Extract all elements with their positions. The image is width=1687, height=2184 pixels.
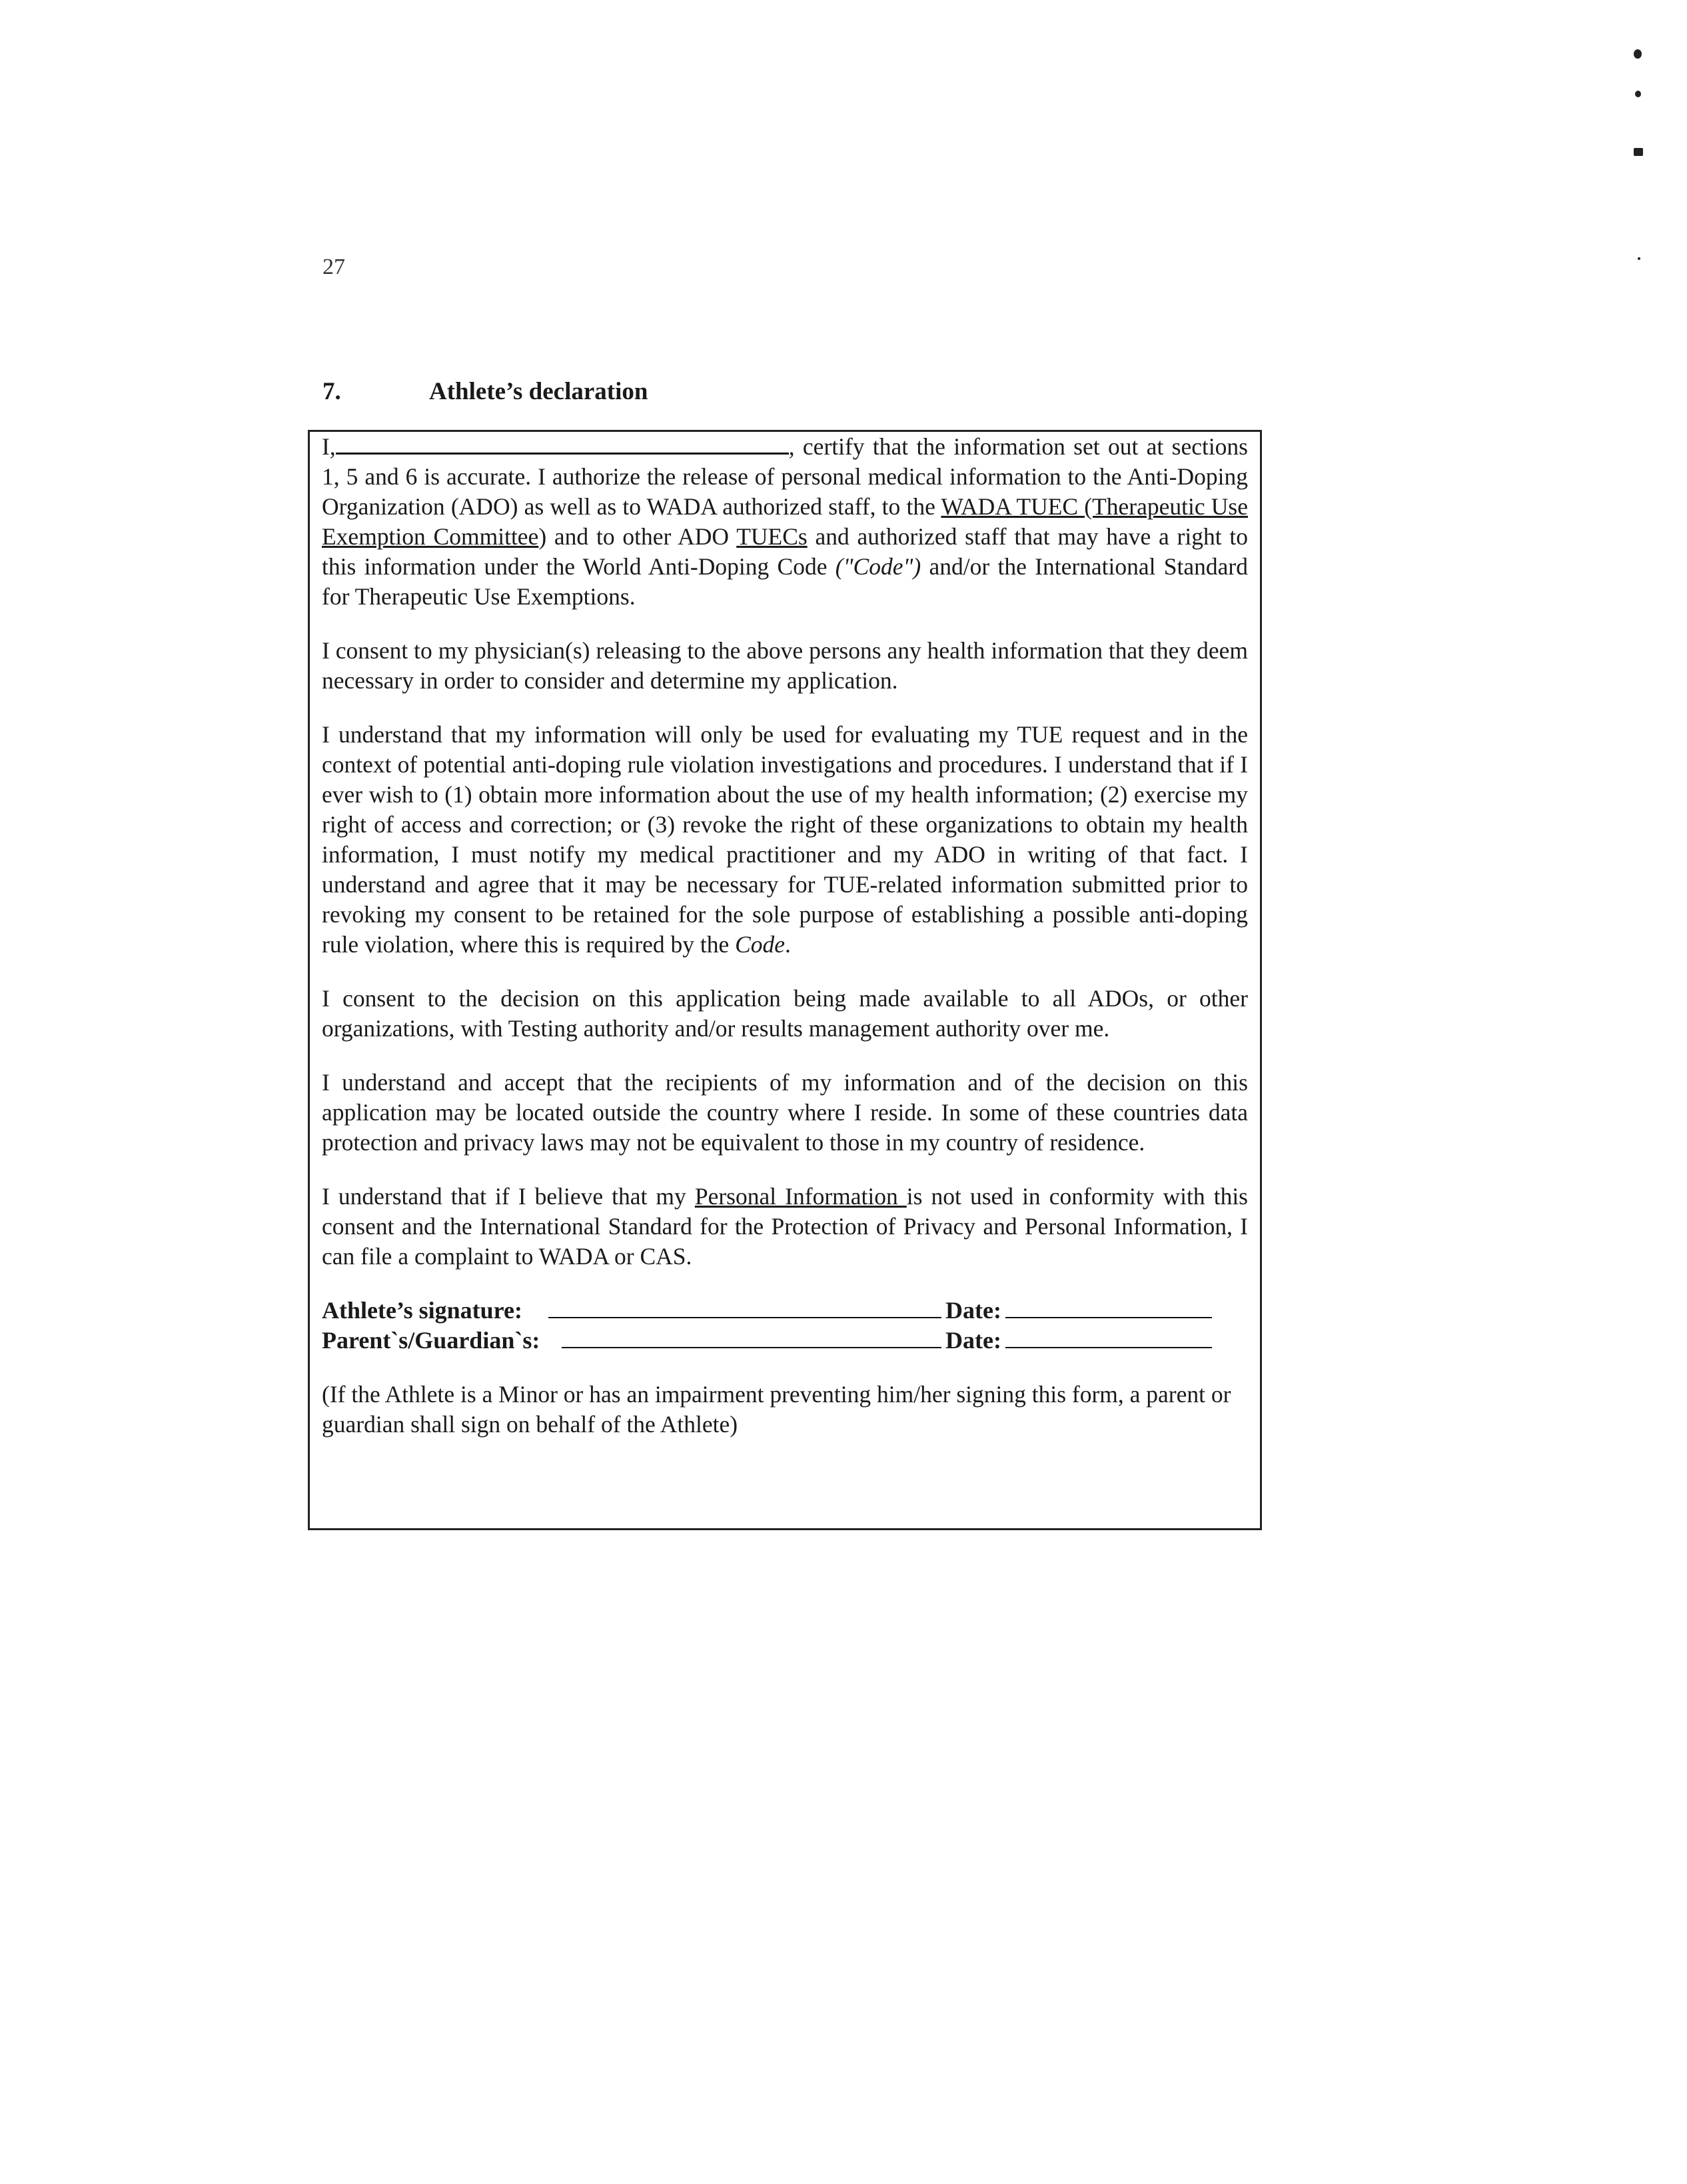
personal-information-term: Personal Information <box>694 1183 907 1210</box>
guardian-date-field[interactable] <box>1005 1327 1212 1348</box>
code-italic: Code <box>735 931 786 958</box>
athlete-signature-label: Athlete’s signature: <box>322 1297 522 1324</box>
scan-speck <box>1635 91 1641 97</box>
page-number: 27 <box>322 255 345 279</box>
section-title: Athlete’s declaration <box>429 378 648 405</box>
declaration-paragraph-1 <box>322 432 1248 612</box>
complaint-paragraph <box>322 1182 1248 1272</box>
declaration-text-a: , certify that the information set out at sections 1, 5 and 6 is accurate. I authorize the release of personal medical information to the Anti-Doping Organization (ADO) as well as to WADA authorized staff, to the <box>322 433 1248 520</box>
minor-note: (If the Athlete is a Minor or has an impairment preventing him/her signing this form, a parent or guardian shall sign on behalf of the Athlete) <box>322 1381 1231 1438</box>
information-use-text: I understand that my information will only be used for evaluating my TUE request and in the context of potential anti-doping rule violation investigations and procedures. I understand that if I ever wish to (1) obtain more information about the use of my health information; (2) exercise my right of access and correction; or (3) revoke the right of these organizations to obtain my health information, I must notify my medical practitioner and my ADO in writing of that fact. I understand and agree that it may be necessary for TUE-related information submitted prior to revoking my consent to be retained for the sole purpose of establishing a possible anti-doping rule violation, where this is required by the <box>322 721 1248 958</box>
information-use-paragraph <box>322 720 1248 960</box>
information-use-end: . <box>785 931 791 958</box>
scan-speck <box>1634 148 1643 156</box>
scan-speck <box>1634 49 1642 59</box>
complaint-text-a: I understand that if I believe that my <box>322 1183 695 1210</box>
guardian-signature-label: Parent`s/Guardian`s: <box>322 1327 540 1354</box>
athlete-date-label: Date: <box>945 1297 1001 1324</box>
declaration-text-d: and/or the International Standard for Therapeutic Use Exemptions. <box>322 553 1248 610</box>
athlete-name-field[interactable] <box>336 439 789 455</box>
wada-tuec-term: WADA TUEC (Therapeutic Use Exemption Committee <box>322 493 1249 550</box>
scan-speck <box>1638 257 1640 260</box>
tuecs-term: TUECs <box>736 523 808 550</box>
guardian-date-label: Date: <box>945 1327 1001 1354</box>
recipients-location-paragraph: I understand and accept that the recipients of my information and of the decision on this application may be located outside the country where I reside. In some of these countries data protection and privacy laws may not be equivalent to those in my country of residence. <box>322 1069 1248 1156</box>
athlete-signature-row <box>322 1296 1248 1326</box>
section-number: 7. <box>322 378 341 405</box>
declaration-prefix: I, <box>322 433 336 460</box>
decision-availability-paragraph: I consent to the decision on this application being made available to all ADOs, or other organizations, with Testing authority and/or results management authority over me. <box>322 985 1248 1042</box>
code-term: ("Code") <box>835 553 921 580</box>
consent-physician-paragraph: I consent to my physician(s) releasing to the above persons any health information that they deem necessary in order to consider and determine my application. <box>322 637 1248 694</box>
guardian-signature-row <box>322 1326 1248 1356</box>
complaint-text-b: is not used in conformity with this consent and the International Standard for the Protection of Privacy and Personal Information, I can file a complaint to WADA or CAS. <box>322 1183 1248 1270</box>
declaration-text-c: and authorized staff that may have a right to this information under the World Anti-Doping Code <box>322 523 1249 580</box>
athlete-signature-field[interactable] <box>548 1297 941 1318</box>
section-heading <box>322 377 648 406</box>
declaration-box <box>308 430 1262 1530</box>
guardian-signature-field[interactable] <box>562 1327 941 1348</box>
declaration-text-b: ) and to other ADO <box>538 523 737 550</box>
athlete-date-field[interactable] <box>1005 1297 1212 1318</box>
